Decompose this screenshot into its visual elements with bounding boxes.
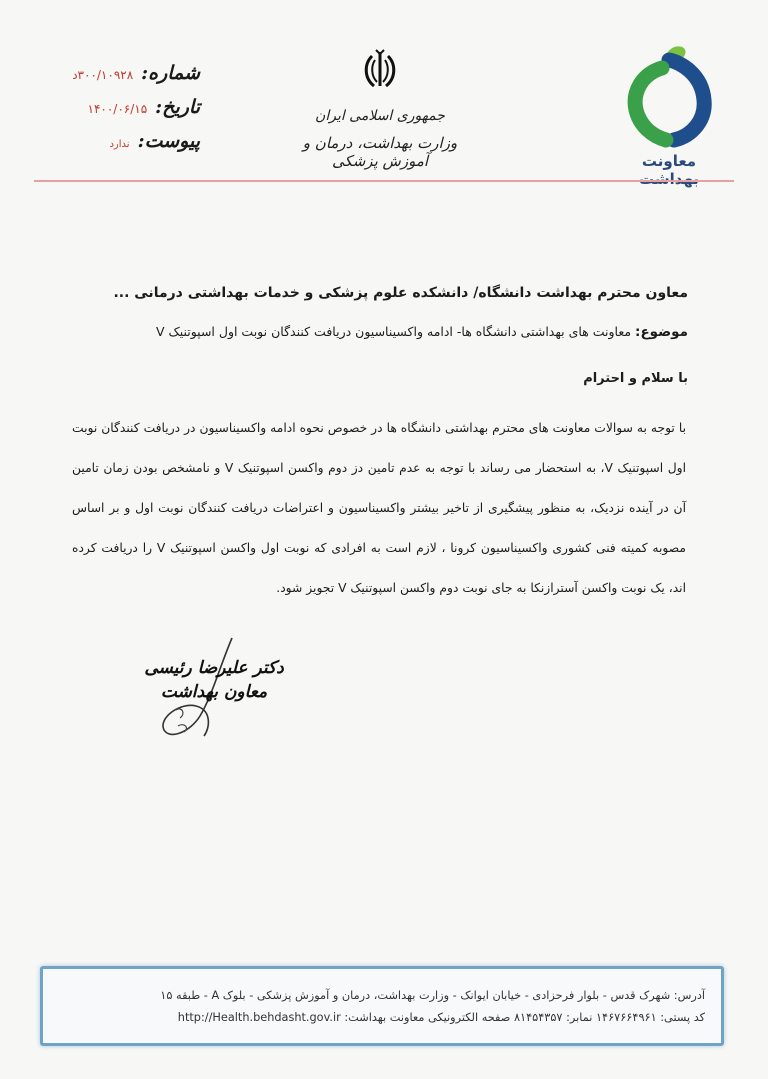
header-divider [34,180,734,182]
signature-block [120,636,290,746]
body-paragraph: با توجه به سوالات معاونت های محترم بهداشتی دانشگاه ها در خصوص نحوه ادامه واکسیناسیون در دریافت کنندگان نوبت اول اسپوتنیک V، به استحضار می رساند با توجه به عدم تامین دز دوم واکسن اسپوتنیک V و نامشخص بودن زمان تامین آن در آینده نزدیک، به منظور پیشگیری از تاخیر بیشتر واکسیناسیون و اعتراضات دریافت کنندگان نوبت اول و بر اساس مصوبه کمیته فنی کشوری واکسیناسیون کرونا ، لازم است به افرادی که نوبت اول واکسن اسپوتنیک V را دریافت کرده اند، یک نوبت واکسن آسترازنکا به جای نوبت دوم واکسن اسپوتنیک V تجویز شود. [72,421,686,595]
logo-caption: معاونت بهداشت [639,152,699,188]
signatory-name: دکتر علیرضا رئیسی [144,658,284,678]
date-label: تاریخ: [155,96,200,118]
republic-name: جمهوری اسلامی ایران [315,108,445,124]
letter-body [72,282,688,608]
health-logo-icon [622,40,716,148]
subject-text: معاونت های بهداشتی دانشگاه ها- ادامه واکسیناسیون دریافت کنندگان نوبت اول اسپوتنیک V [155,324,632,339]
attachment-label: پیوست: [137,130,200,152]
footer-box [40,966,724,1046]
date-row [60,96,200,130]
attachment-value: ندارد [109,139,130,150]
footer-contact: کد پستی: ۱۴۶۷۶۶۴۹۶۱ نمابر: ۸۱۴۵۴۳۵۷ صفحه الکترونیکی معاونت بهداشت: http://Health.behdasht.gov.ir [177,1011,705,1024]
attachment-row [60,130,200,164]
ministry-name: وزارت بهداشت، درمان و آموزش پزشکی [302,134,458,170]
number-row [60,62,200,96]
footer-address: آدرس: شهرک قدس - بلوار فرحزادی - خیابان ایوانک - وزارت بهداشت، درمان و آموزش پزشکی - بلوک A - طبقه ۱۵ [160,989,705,1002]
signatory-title: معاون بهداشت [160,682,268,702]
recipient-line: معاون محترم بهداشت دانشگاه/ دانشکده علوم پزشکی و خدمات بهداشتی درمانی ... [113,285,688,301]
greeting: با سلام و احترام [583,371,688,386]
health-deputy-logo [610,40,728,188]
number-label: شماره: [141,62,200,84]
subject-line [72,322,688,342]
date-value: ۱۴۰۰/۰۶/۱۵ [87,102,148,116]
ministry-header [280,48,480,178]
iran-emblem-icon [362,48,398,92]
number-value: ۳۰۰/۱۰۹۲۸د [72,68,134,82]
subject-label: موضوع: [635,324,688,340]
letter-meta [60,62,200,164]
